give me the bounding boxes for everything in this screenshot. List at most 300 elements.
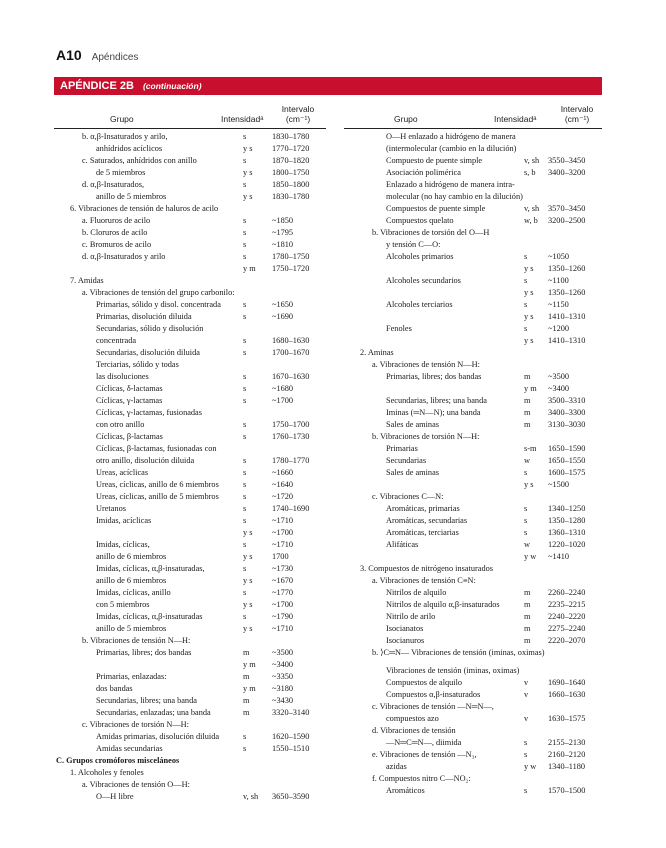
table-row <box>344 737 602 749</box>
group-cell: Secundarias, sólido y disolución <box>96 324 204 333</box>
table-row <box>344 371 602 383</box>
group-cell: Primarias <box>386 444 418 453</box>
range-cell: ~1500 <box>548 480 570 489</box>
range-cell: ~3180 <box>272 684 294 693</box>
table-row <box>344 515 602 527</box>
group-cell: b. α,β-Insaturados y arilo, <box>82 132 168 141</box>
intensity-cell: s <box>243 564 247 573</box>
intensity-cell: m <box>524 408 531 417</box>
range-cell: 1680–1630 <box>272 336 310 345</box>
group-cell: con otro anillo <box>96 420 145 429</box>
intensity-cell: s <box>243 420 247 429</box>
intensity-cell: s <box>243 336 247 345</box>
table-row <box>54 551 326 563</box>
table-row <box>344 395 602 407</box>
table-row <box>54 635 326 647</box>
table-row <box>344 179 602 191</box>
table-row <box>54 515 326 527</box>
range-cell: 1870–1820 <box>272 156 310 165</box>
table-row <box>54 611 326 623</box>
table-row <box>344 335 602 347</box>
table-row <box>344 323 602 335</box>
range-cell: ~3350 <box>272 672 294 681</box>
intensity-cell: w <box>524 456 530 465</box>
table-row <box>54 239 326 251</box>
table-row <box>344 563 602 575</box>
range-header-line1: Intervalo <box>560 104 594 114</box>
group-cell: b. Vibraciones de torsión N—H: <box>372 432 480 441</box>
intensity-cell: s <box>524 252 528 261</box>
table-row <box>54 731 326 743</box>
table-row <box>344 551 602 563</box>
intensity-cell: v, sh <box>243 792 259 801</box>
group-cell: Ureas, cíclicas, anillo de 6 miembros <box>96 480 219 489</box>
group-cell: Compuestos quelato <box>386 216 454 225</box>
range-cell: ~1700 <box>272 396 294 405</box>
table-row <box>344 503 602 515</box>
range-header-line2: (cm⁻¹) <box>285 114 311 124</box>
range-cell: 3570–3450 <box>548 204 586 213</box>
table-row <box>54 395 326 407</box>
range-cell: ~3500 <box>548 372 570 381</box>
table-row <box>54 671 326 683</box>
group-cell: Sales de aminas <box>386 468 439 477</box>
range-cell: 1650–1590 <box>548 444 586 453</box>
intensity-cell: s <box>243 492 247 501</box>
range-cell: ~3400 <box>548 384 570 393</box>
table-row <box>54 347 326 359</box>
table-row <box>344 239 602 251</box>
intensity-cell: s <box>243 744 247 753</box>
table-row <box>344 713 602 725</box>
table-row <box>344 443 602 455</box>
intensity-cell: s <box>524 738 528 747</box>
group-cell: Primarias, disolución diluida <box>96 312 192 321</box>
range-cell: ~1680 <box>272 384 294 393</box>
table-row <box>344 623 602 635</box>
intensity-cell: y s <box>524 336 534 345</box>
table-row <box>344 635 602 647</box>
intensity-cell: m <box>524 636 531 645</box>
range-cell: 1690–1640 <box>548 678 586 687</box>
group-cell: Cíclicas, δ-lactamas <box>96 384 163 393</box>
range-cell: 1800–1750 <box>272 168 310 177</box>
intensity-cell: m <box>524 624 531 633</box>
table-row <box>54 443 326 455</box>
range-cell: ~1795 <box>272 228 294 237</box>
group-cell: —N═C═N—, diimida <box>386 738 462 747</box>
range-cell: 1660–1630 <box>548 690 586 699</box>
range-cell: 1410–1310 <box>548 312 586 321</box>
intensity-cell: s, b <box>524 168 536 177</box>
table-row <box>344 299 602 311</box>
group-cell: azidas <box>386 762 407 771</box>
range-cell: ~1710 <box>272 624 294 633</box>
intensity-cell: y s <box>524 480 534 489</box>
intensity-cell: m <box>243 672 250 681</box>
group-cell: Primarias, libres; dos bandas <box>386 372 482 381</box>
table-row <box>344 311 602 323</box>
group-cell: Compuestos α,β-insaturados <box>386 690 481 699</box>
intensity-header: Intensidadᵃ <box>494 114 537 124</box>
table-row <box>54 755 326 767</box>
table-row <box>344 251 602 263</box>
table-row <box>344 407 602 419</box>
range-cell: ~1640 <box>272 480 294 489</box>
range-cell: ~1670 <box>272 576 294 585</box>
table-row <box>344 527 602 539</box>
intensity-cell: s <box>243 504 247 513</box>
intensity-cell: m <box>524 600 531 609</box>
appendix-banner <box>54 77 602 95</box>
left-table-column <box>54 131 326 803</box>
range-cell: 1220–1020 <box>548 540 586 549</box>
table-row <box>344 665 602 677</box>
range-header-line2: (cm⁻¹) <box>564 114 590 124</box>
range-cell: ~3400 <box>272 660 294 669</box>
intensity-cell: s <box>243 216 247 225</box>
table-row <box>344 275 602 287</box>
range-cell: ~1690 <box>272 312 294 321</box>
group-cell: 1. Alcoholes y fenoles <box>70 768 144 777</box>
intensity-cell: s <box>243 480 247 489</box>
group-cell: Cíclicas, β-lactamas, fusionadas con <box>96 444 217 453</box>
intensity-cell: s <box>243 540 247 549</box>
group-cell: Alcoholes secundarios <box>386 276 461 285</box>
intensity-cell: m <box>243 708 250 717</box>
range-cell: 1410–1310 <box>548 336 586 345</box>
range-cell: ~1770 <box>272 588 294 597</box>
range-cell: 1650–1550 <box>548 456 586 465</box>
table-row <box>344 539 602 551</box>
range-cell: 1570–1500 <box>548 786 586 795</box>
range-cell: 3500–3310 <box>548 396 586 405</box>
group-cell: 2. Aminas <box>360 348 394 357</box>
table-row <box>54 683 326 695</box>
group-cell: b. Vibraciones de torsión del O—H <box>372 228 490 237</box>
table-row <box>54 359 326 371</box>
left-column-header <box>54 98 326 129</box>
range-cell: 2220–2070 <box>548 636 586 645</box>
group-cell: Secundarias, libres; una banda <box>96 696 197 705</box>
table-row <box>54 623 326 635</box>
intensity-cell: y s <box>524 288 534 297</box>
range-cell: ~1660 <box>272 468 294 477</box>
table-row <box>54 323 326 335</box>
group-cell: Cíclicas, γ-lactamas, fusionadas <box>96 408 202 417</box>
table-row <box>54 695 326 707</box>
intensity-cell: s <box>524 786 528 795</box>
group-cell: Nitrilos de alquilo α,β-insaturados <box>386 600 500 609</box>
range-cell: ~1700 <box>272 528 294 537</box>
range-cell: 2155–2130 <box>548 738 586 747</box>
table-row <box>54 527 326 539</box>
intensity-cell: s <box>524 300 528 309</box>
right-table-column <box>344 131 602 797</box>
range-cell: ~1700 <box>272 600 294 609</box>
group-header: Grupo <box>394 114 418 124</box>
table-row <box>344 167 602 179</box>
group-cell: Enlazado a hidrógeno de manera intra- <box>386 180 515 189</box>
group-cell: Alcoholes primarios <box>386 252 454 261</box>
table-row <box>344 491 602 503</box>
range-cell: 1750–1720 <box>272 264 310 273</box>
group-cell: Iminas (═N—N); una banda <box>386 408 481 417</box>
range-cell: 2240–2220 <box>548 612 586 621</box>
range-cell: 2160–2120 <box>548 750 586 759</box>
table-row <box>344 347 602 359</box>
table-row <box>54 479 326 491</box>
table-row <box>54 767 326 779</box>
table-row <box>344 587 602 599</box>
table-row <box>344 431 602 443</box>
intensity-cell: s <box>243 132 247 141</box>
group-cell: anillo de 6 miembros <box>96 552 167 561</box>
group-cell: Secundarias, enlazadas; una banda <box>96 708 211 717</box>
table-row <box>344 773 602 785</box>
range-cell: 1830–1780 <box>272 192 310 201</box>
group-cell: Aromáticas, terciarias <box>386 528 459 537</box>
group-cell: Cíclicas, β-lactamas <box>96 432 163 441</box>
group-cell: a. Vibraciones de tensión del grupo carbonilo: <box>82 288 235 297</box>
range-cell: 3400–3300 <box>548 408 586 417</box>
table-row <box>344 785 602 797</box>
intensity-cell: s <box>243 384 247 393</box>
group-cell: Fenoles <box>386 324 412 333</box>
group-cell: a. Vibraciones de tensión N—H: <box>372 360 480 369</box>
intensity-cell: s <box>524 750 528 759</box>
group-cell: Isocianuros <box>386 636 425 645</box>
group-cell: b. Vibraciones de tensión N—H: <box>82 636 191 645</box>
table-row <box>54 263 326 275</box>
range-cell: ~1100 <box>548 276 569 285</box>
table-row <box>344 479 602 491</box>
table-row <box>54 167 326 179</box>
range-cell: ~1730 <box>272 564 294 573</box>
table-row <box>54 227 326 239</box>
range-cell: 3650–3590 <box>272 792 310 801</box>
range-cell: 1700 <box>272 552 289 561</box>
intensity-cell: y s <box>243 552 253 561</box>
group-cell: Vibraciones de tensión (iminas, oximas) <box>386 666 520 675</box>
table-row <box>344 575 602 587</box>
table-row <box>344 359 602 371</box>
table-row <box>344 227 602 239</box>
intensity-cell: m <box>524 612 531 621</box>
group-cell: con 5 miembros <box>96 600 150 609</box>
range-cell: 3400–3200 <box>548 168 586 177</box>
table-row <box>344 677 602 689</box>
section-name: Apéndices <box>91 52 139 63</box>
intensity-cell: m <box>524 372 531 381</box>
group-cell: otro anillo, disolución diluida <box>96 456 195 465</box>
group-cell: Uretanos <box>96 504 126 513</box>
range-cell: 1760–1730 <box>272 432 310 441</box>
table-row <box>54 791 326 803</box>
range-cell: 1340–1250 <box>548 504 586 513</box>
range-cell: 1700–1670 <box>272 348 310 357</box>
intensity-cell: s <box>243 396 247 405</box>
intensity-cell: y m <box>243 660 256 669</box>
range-cell: 1750–1700 <box>272 420 310 429</box>
range-cell: 3320–3140 <box>272 708 310 717</box>
group-cell: d. Vibraciones de tensión <box>372 726 456 735</box>
range-cell: 1770–1720 <box>272 144 310 153</box>
table-row <box>54 251 326 263</box>
table-row <box>54 455 326 467</box>
group-cell: de 5 miembros <box>96 168 146 177</box>
intensity-cell: s <box>524 324 528 333</box>
range-cell: ~1050 <box>548 252 570 261</box>
intensity-cell: y m <box>524 384 537 393</box>
range-cell: 1350–1260 <box>548 288 586 297</box>
intensity-cell: y s <box>243 168 253 177</box>
table-row <box>54 179 326 191</box>
intensity-cell: s <box>243 228 247 237</box>
intensity-cell: y s <box>243 144 253 153</box>
group-cell: (intermolecular (cambio en la dilución) <box>386 144 517 153</box>
table-row <box>344 287 602 299</box>
table-row <box>344 155 602 167</box>
table-row <box>54 743 326 755</box>
group-cell: Alcoholes terciarios <box>386 300 453 309</box>
range-cell: ~1850 <box>272 216 294 225</box>
table-row <box>344 143 602 155</box>
table-row <box>54 503 326 515</box>
range-header-line1: Intervalo <box>281 104 315 114</box>
table-row <box>54 371 326 383</box>
group-cell: Asociación polimérica <box>386 168 461 177</box>
group-cell: d. α,β-Insaturados y arilo <box>82 252 166 261</box>
range-cell: 1620–1590 <box>272 732 310 741</box>
group-cell: c. Saturados, anhídridos con anillo <box>82 156 197 165</box>
table-row <box>54 779 326 791</box>
intensity-cell: m <box>524 588 531 597</box>
range-cell: ~1200 <box>548 324 570 333</box>
table-row <box>54 299 326 311</box>
range-cell: 2235–2215 <box>548 600 586 609</box>
table-row <box>344 749 602 761</box>
group-cell: concentrada <box>96 336 137 345</box>
range-cell: ~1710 <box>272 540 294 549</box>
group-cell: Aromáticas, primarias <box>386 504 460 513</box>
table-row <box>344 203 602 215</box>
group-cell: Primarias, libres; dos bandas <box>96 648 192 657</box>
intensity-cell: s <box>243 180 247 189</box>
group-cell: 6. Vibraciones de tensión de haluros de acilo <box>70 204 219 213</box>
range-cell: 2275–2240 <box>548 624 586 633</box>
range-cell: ~1150 <box>548 300 569 309</box>
table-row <box>54 383 326 395</box>
group-cell: d. α,β-Insaturados, <box>82 180 145 189</box>
group-cell: b. Cloruros de acilo <box>82 228 148 237</box>
group-cell: Aromáticos <box>386 786 425 795</box>
intensity-cell: s <box>243 516 247 525</box>
table-row <box>344 455 602 467</box>
table-row <box>344 263 602 275</box>
range-cell: 1780–1750 <box>272 252 310 261</box>
intensity-cell: m <box>243 648 250 657</box>
group-cell: c. Vibraciones de torsión N—H: <box>82 720 189 729</box>
intensity-cell: y s <box>243 600 253 609</box>
group-cell: Secundarias, libres; una banda <box>386 396 487 405</box>
table-row <box>344 761 602 773</box>
intensity-cell: s <box>524 528 528 537</box>
range-cell: 1350–1280 <box>548 516 586 525</box>
intensity-cell: m <box>524 420 531 429</box>
group-cell: Secundarias <box>386 456 427 465</box>
intensity-cell: s <box>243 156 247 165</box>
right-column-header <box>344 98 602 129</box>
group-cell: las disoluciones <box>96 372 149 381</box>
group-cell: 7. Amidas <box>70 276 104 285</box>
group-cell: Imidas, cíclicas, α,β-insaturadas, <box>96 564 205 573</box>
group-cell: Imidas, cíclicas, α,β-insaturadas <box>96 612 203 621</box>
table-row <box>54 191 326 203</box>
range-cell: 3200–2500 <box>548 216 586 225</box>
intensity-cell: y s <box>243 624 253 633</box>
page-number: A10 <box>56 47 82 63</box>
table-row <box>344 725 602 737</box>
intensity-cell: m <box>243 696 250 705</box>
table-row <box>54 275 326 287</box>
group-cell: a. Vibraciones de tensión O—H: <box>82 780 190 789</box>
group-cell: compuestos azo <box>386 714 439 723</box>
group-cell: Amidas primarias, disolución diluida <box>96 732 220 741</box>
intensity-cell: s <box>243 468 247 477</box>
table-row <box>344 701 602 713</box>
group-cell: C. Grupos cromóforos misceláneos <box>56 756 180 765</box>
banner-subtitle: (continuación) <box>142 81 202 91</box>
table-row <box>54 203 326 215</box>
group-cell: Nitrilo de arilo <box>386 612 436 621</box>
group-cell: Compuesto de puente simple <box>386 156 483 165</box>
table-row <box>54 131 326 143</box>
group-cell: Aromáticas, secundarias <box>386 516 468 525</box>
range-cell: ~1710 <box>272 516 294 525</box>
range-cell: 3130–3030 <box>548 420 586 429</box>
group-cell: Primarias, enlazadas: <box>96 672 167 681</box>
table-row <box>54 287 326 299</box>
group-cell: y tensión C—O: <box>386 240 441 249</box>
range-cell: ~1720 <box>272 492 294 501</box>
table-row <box>344 689 602 701</box>
intensity-cell: s-m <box>524 444 537 453</box>
range-cell: ~1810 <box>272 240 294 249</box>
table-row <box>54 587 326 599</box>
range-cell: 1850–1800 <box>272 180 310 189</box>
group-cell: Sales de aminas <box>386 420 439 429</box>
range-cell: 1340–1180 <box>548 762 586 771</box>
group-cell: anillo de 6 miembros <box>96 576 167 585</box>
range-cell: 1600–1575 <box>548 468 586 477</box>
table-row <box>54 407 326 419</box>
group-cell: b. ⟩C═N— Vibraciones de tensión (iminas, oximas) <box>372 648 545 657</box>
group-cell: c. Vibraciones de tensión —N═N—, <box>372 702 494 711</box>
range-cell: ~1650 <box>272 300 294 309</box>
group-cell: Imidas, cíclicas, anillo <box>96 588 171 597</box>
page-header <box>56 47 138 63</box>
intensity-cell: v, sh <box>524 156 540 165</box>
group-cell: Primarias, sólido y disol. concentrada <box>96 300 221 309</box>
table-row <box>344 419 602 431</box>
range-cell: ~3430 <box>272 696 294 705</box>
group-cell: Alifáticas <box>386 540 419 549</box>
table-row <box>54 419 326 431</box>
table-row <box>54 491 326 503</box>
table-row <box>344 131 602 143</box>
intensity-cell: y s <box>243 528 253 537</box>
